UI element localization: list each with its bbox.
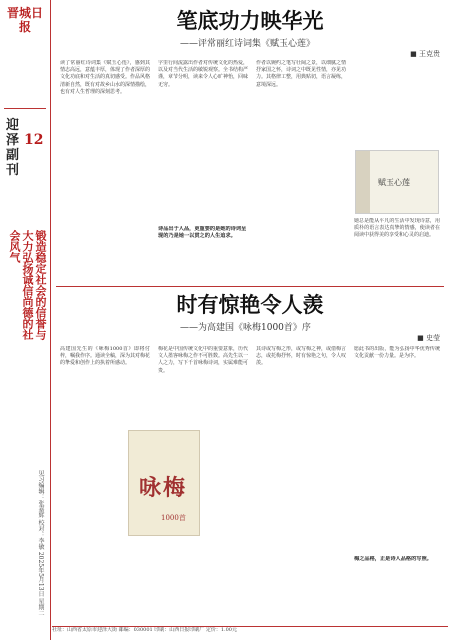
article2-col1: 高建国先生的《咏梅1000首》即将付梓，嘱我作序。通读全稿，深为其对梅花的挚爱和创作上的执着所感动。 bbox=[60, 346, 150, 367]
book-spine bbox=[356, 151, 370, 213]
article2-headline: 时有惊艳令人羡 bbox=[176, 292, 324, 317]
book-cover-subtitle: 1000首 bbox=[161, 514, 186, 522]
footer: 社址：山西省太原市迎泽大街 邮编：030001 印刷：山西日报印刷厂 定价：1.00元 bbox=[52, 626, 448, 639]
section-name: 迎泽副刊 bbox=[6, 118, 20, 178]
article2-col3: 其诗或写梅之形，或写梅之神，或借梅言志，或托梅抒怀，时有惊艳之句，令人叹羡。 bbox=[256, 346, 346, 367]
article1-col3: 作者以婉约之笔写壮阔之景，以细腻之情抒家国之怀，诗词之中既见性情，亦见功力。其格律工整，用典贴切，语言凝练，意境深远。 bbox=[256, 60, 346, 88]
book-cover-image bbox=[128, 430, 200, 536]
article1-headline: 笔底功力映华光 bbox=[176, 8, 324, 33]
article2-callout: 梅之品格，正是诗人品格的写照。 bbox=[354, 556, 432, 562]
book-cover-image bbox=[355, 150, 439, 214]
article1-col2: 字里行间流露出作者对传统文化的热爱，以及对当代生活的敏锐观察。全书结构严谨，章节分明，读来令人心旷神怡，回味无穷。 bbox=[158, 60, 248, 88]
book-cover-title: 赋玉心莲 bbox=[378, 178, 410, 187]
masthead: 晋城日报 bbox=[6, 6, 43, 34]
article2-subtitle: ——为高建国《咏梅1000首》序 bbox=[180, 323, 311, 333]
article2-author: ■ 史莹 bbox=[417, 334, 440, 342]
article1-col4: 她总是能从平凡的生活中发现诗意，用质朴的语言表达真挚的情感，使读者在阅读中获得美的享受和心灵的启迪。 bbox=[354, 218, 440, 239]
article1-subtitle: ——评常丽红诗词集《赋玉心莲》 bbox=[180, 39, 316, 49]
page-number: 12 bbox=[24, 132, 44, 148]
article1-callout: 诗品出于人品，更重要的是她的诗词呈现的乃是她一以贯之的人生追求。 bbox=[158, 226, 247, 240]
article1-col1: 读了常丽红诗词集《赋玉心莲》，感到其情志高远，意蕴丰厚，体现了作者深厚的文化功底和对生活的真切感受。作品风格清新自然，既有对故乡山水的深情描绘，也有对人生哲理的深刻思考。 bbox=[60, 60, 150, 95]
editor-info: 见习编辑：张嘉辉 校对：李敏 2025年5月13日 星期二 bbox=[37, 470, 44, 617]
article1-author: ■ 王克贵 bbox=[410, 50, 440, 58]
section-divider bbox=[56, 286, 444, 287]
article2-col4: 愿此书的出版，能为弘扬中华优秀传统文化贡献一份力量。是为序。 bbox=[354, 346, 440, 360]
book-cover-title: 咏梅 bbox=[139, 475, 188, 501]
slogan: 锻造稳定社会的信誉与大力弘扬诚信尚德的社会风气 bbox=[8, 230, 47, 340]
divider bbox=[4, 108, 46, 109]
article2-col2: 梅花是中国传统文化中的重要意象，历代文人墨客咏梅之作不可胜数。高先生以一人之力，写下千首咏梅诗词，实属难能可贵。 bbox=[158, 346, 248, 374]
